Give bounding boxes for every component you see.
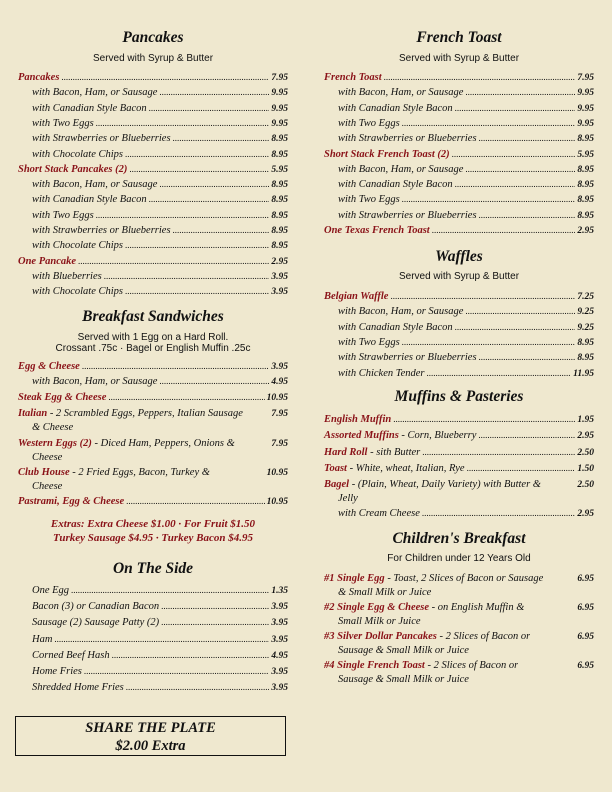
item-name: with Chicken Tender	[338, 367, 425, 379]
item-name: with Strawberries or Blueberries	[338, 133, 477, 145]
item-name: #4 Single French Toast	[324, 660, 425, 671]
menu-item	[18, 209, 288, 222]
item-name: One Pancake	[18, 255, 77, 267]
menu-item-egg-cheese-meat: with Bacon, Ham, or Sausage ..... 4.95	[18, 375, 288, 388]
item-name: French Toast	[324, 72, 382, 83]
menu-item	[18, 285, 288, 298]
pancakes-title: Pancakes	[122, 29, 184, 46]
item-name: Home Fries	[32, 666, 82, 677]
item-desc-cont: Sausage & Small Milk or Juice	[338, 645, 469, 656]
menu-item	[324, 630, 594, 657]
item-price: 5.95	[271, 164, 288, 175]
menu-item	[18, 681, 288, 694]
item-price: 3.95	[271, 618, 288, 629]
item-desc-cont: & Small Milk or Juice	[338, 587, 432, 598]
menu-item	[18, 584, 288, 597]
item-price: 11.95	[573, 368, 594, 379]
item-price: 1.35	[271, 586, 288, 596]
menu-item	[324, 659, 594, 686]
item-desc-cont: Small Milk or Juice	[338, 616, 421, 627]
pancakes-subtitle: Served with Syrup & Butter	[92, 53, 214, 64]
item-name: with Bacon, Ham, or Sausage	[338, 87, 464, 99]
menu-item	[324, 209, 594, 222]
sandwiches-subtitle-2: Crossant .75c · Bagel or English Muffin .25c	[55, 343, 251, 354]
menu-item	[324, 367, 594, 380]
item-name: with Canadian Style Bacon	[32, 102, 147, 114]
menu-item	[18, 163, 288, 176]
item-name: with Strawberries or Blueberries	[32, 225, 171, 236]
menu-item-english-muffin: English Muffin ..... 1.95	[324, 413, 594, 426]
menu-item	[324, 305, 594, 318]
item-price: 9.25	[577, 322, 594, 333]
menu-item	[18, 255, 288, 268]
item-price: 8.95	[577, 195, 594, 206]
item-price: 6.95	[577, 603, 594, 613]
item-desc: - Toast, 2 Slices of Bacon or Sausage	[384, 573, 544, 584]
menu-item	[18, 665, 288, 678]
item-price: 6.95	[577, 661, 594, 671]
menu-item-pastrami: Pastrami, Egg & Cheese ..... 10.95	[18, 495, 288, 508]
item-name: Ham	[32, 633, 53, 645]
item-price: 7.95	[271, 73, 288, 83]
item-name: with Bacon, Ham, or Sausage	[338, 163, 464, 175]
item-name: with Strawberries or Blueberries	[338, 209, 477, 221]
menu-item-club-house: Club House - 2 Fried Eggs, Bacon, Turkey & 10.95 Cheese	[18, 467, 288, 492]
item-name: with Canadian Style Bacon	[32, 194, 147, 206]
menu-item	[18, 193, 288, 206]
item-price: 9.25	[577, 307, 594, 318]
menu-item	[324, 178, 594, 191]
item-name: with Blueberries	[32, 270, 102, 282]
menu-item	[18, 71, 288, 84]
menu-item-bagel: Bagel - (Plain, Wheat, Daily Variety) with Butter & 2.50 Jelly	[324, 479, 594, 504]
item-price: 3.95	[271, 634, 288, 645]
item-name: One Egg	[32, 585, 70, 596]
item-price: 3.95	[271, 287, 288, 298]
menu-item	[324, 132, 594, 145]
menu-item	[324, 148, 594, 161]
menu-item-cream-cheese: with Cream Cheese ..... 2.95	[324, 507, 594, 520]
item-desc-cont: Sausage & Small Milk or Juice	[338, 674, 469, 685]
menu-item	[324, 572, 594, 599]
item-name: with Canadian Style Bacon	[338, 321, 453, 333]
item-name: with Two Eggs	[338, 194, 400, 206]
item-price: 8.95	[271, 149, 288, 160]
item-price: 8.95	[271, 134, 288, 145]
menu-item-hard-roll: Hard Roll - sith Butter ..... 2.50	[324, 446, 594, 459]
item-name: with Two Eggs	[32, 117, 94, 129]
item-desc: - 2 Slices of Bacon or	[424, 660, 519, 671]
menu-item	[18, 102, 288, 115]
menu-item	[324, 117, 594, 130]
item-name: with Two Eggs	[338, 117, 400, 129]
menu-item	[18, 224, 288, 237]
item-price: 8.95	[577, 134, 594, 145]
menu-item-western-eggs: Western Eggs (2) - Diced Ham, Peppers, Onions & 7.95 Cheese	[18, 438, 288, 463]
item-price: 8.95	[577, 337, 594, 348]
share-the-plate-box	[15, 716, 286, 756]
item-price: 8.95	[577, 210, 594, 221]
item-price: 9.95	[577, 103, 594, 114]
item-price: 5.95	[577, 149, 594, 160]
item-name: with Bacon, Ham, or Sausage	[338, 306, 464, 318]
menu-item	[324, 224, 594, 237]
item-name: Short Stack Pancakes (2)	[18, 163, 128, 175]
item-price: 8.95	[271, 241, 288, 252]
item-name: Sausage (2) Sausage Patty (2)	[32, 617, 160, 629]
item-price: 2.95	[271, 256, 288, 267]
menu-item-egg-cheese: Egg & Cheese ..... 3.95	[18, 360, 288, 373]
item-name: with Two Eggs	[338, 336, 400, 348]
waffles-title: Waffles	[435, 248, 483, 265]
menu-item	[18, 239, 288, 252]
menu-item	[18, 148, 288, 161]
item-price: 6.95	[577, 574, 594, 584]
menu-item	[18, 633, 288, 646]
item-name: with Two Eggs	[32, 209, 94, 221]
item-name: with Bacon, Ham, or Sausage	[32, 179, 158, 191]
item-price: 9.95	[271, 118, 288, 129]
menu-item-toast: Toast - White, wheat, Italian, Rye ..... 1.50	[324, 462, 594, 475]
menu-item	[18, 270, 288, 283]
side-title: On The Side	[112, 560, 194, 577]
menu-item	[324, 351, 594, 364]
extras-line-1: Extras: Extra Cheese $1.00 · For Fruit $1.50	[50, 518, 256, 530]
muffins-title: Muffins & Pasteries	[394, 388, 524, 405]
item-price: 9.95	[271, 103, 288, 114]
item-name: with Chocolate Chips	[32, 286, 124, 298]
item-name: with Chocolate Chips	[32, 148, 124, 160]
item-price: 8.95	[271, 195, 288, 206]
item-price: 3.95	[271, 683, 288, 694]
menu-item-steak-egg-cheese: Steak Egg & Cheese ..... 10.95	[18, 391, 288, 404]
children-title: Children's Breakfast	[392, 530, 526, 547]
item-price: 8.95	[271, 210, 288, 221]
menu-item	[18, 649, 288, 662]
menu-item	[324, 193, 594, 206]
item-name: Corned Beef Hash	[32, 649, 110, 661]
item-price: 7.95	[577, 73, 594, 83]
item-price: 9.95	[271, 88, 288, 99]
item-price: 3.95	[271, 602, 288, 613]
menu-item	[324, 86, 594, 99]
item-price: 8.95	[271, 180, 288, 191]
item-price: 6.95	[577, 632, 594, 642]
item-price: 9.95	[577, 118, 594, 129]
item-price: 8.95	[271, 226, 288, 236]
item-price: 9.95	[577, 88, 594, 99]
item-price: 2.95	[577, 226, 594, 236]
item-name: Bacon (3) or Canadian Bacon	[32, 601, 160, 613]
sandwiches-subtitle-1: Served with 1 Egg on a Hard Roll.	[77, 332, 229, 343]
share-line-1: SHARE THE PLATE	[85, 720, 216, 736]
item-name: with Canadian Style Bacon	[338, 179, 453, 191]
item-price: 8.95	[577, 164, 594, 175]
item-name: #2 Single Egg & Cheese	[324, 602, 430, 613]
share-line-2: $2.00 Extra	[115, 738, 186, 754]
children-subtitle: For Children under 12 Years Old	[387, 553, 531, 564]
item-price: 3.95	[271, 667, 288, 677]
waffles-subtitle: Served with Syrup & Butter	[398, 271, 520, 282]
item-name: Shredded Home Fries	[32, 682, 124, 694]
item-name: #3 Silver Dollar Pancakes	[324, 631, 437, 642]
item-name: Pancakes	[18, 72, 60, 83]
menu-item	[18, 86, 288, 99]
menu-item	[18, 178, 288, 191]
item-name: #1 Single Egg	[324, 573, 385, 584]
menu-item	[324, 290, 594, 303]
item-desc: - 2 Slices of Bacon or	[436, 631, 531, 642]
french-subtitle: Served with Syrup & Butter	[398, 53, 520, 64]
item-price: 7.25	[577, 292, 594, 302]
menu-item-italian: Italian - 2 Scrambled Eggs, Peppers, Italian Sausage 7.95 & Cheese	[18, 408, 288, 433]
menu-item	[18, 616, 288, 629]
item-name: with Chocolate Chips	[32, 240, 124, 252]
item-name: Short Stack French Toast (2)	[324, 148, 450, 160]
menu-item	[324, 71, 594, 84]
sandwiches-title: Breakfast Sandwiches	[82, 308, 224, 325]
menu-item	[18, 600, 288, 613]
item-name: with Canadian Style Bacon	[338, 102, 453, 114]
menu-item	[324, 163, 594, 176]
item-name: with Strawberries or Blueberries	[338, 352, 477, 364]
item-price: 3.95	[271, 271, 288, 282]
menu-item	[324, 321, 594, 334]
item-price: 8.95	[577, 180, 594, 191]
menu-item	[18, 117, 288, 130]
item-name: with Bacon, Ham, or Sausage	[32, 87, 158, 99]
item-price: 4.95	[271, 650, 288, 661]
item-desc: - on English Muffin &	[429, 602, 525, 613]
item-name: with Strawberries or Blueberries	[32, 133, 171, 145]
french-title: French Toast	[416, 29, 502, 46]
item-name: One Texas French Toast	[324, 225, 430, 236]
menu-item	[324, 601, 594, 628]
menu-item	[18, 132, 288, 145]
item-price: 8.95	[577, 353, 594, 364]
item-name: Belgian Waffle	[324, 291, 389, 302]
extras-line-2: Turkey Sausage $4.95 · Turkey Bacon $4.95	[53, 532, 253, 544]
menu-item	[324, 336, 594, 349]
menu-item-assorted-muffins: Assorted Muffins - Corn, Blueberry ..... 2.95	[324, 429, 594, 442]
menu-item	[324, 102, 594, 115]
